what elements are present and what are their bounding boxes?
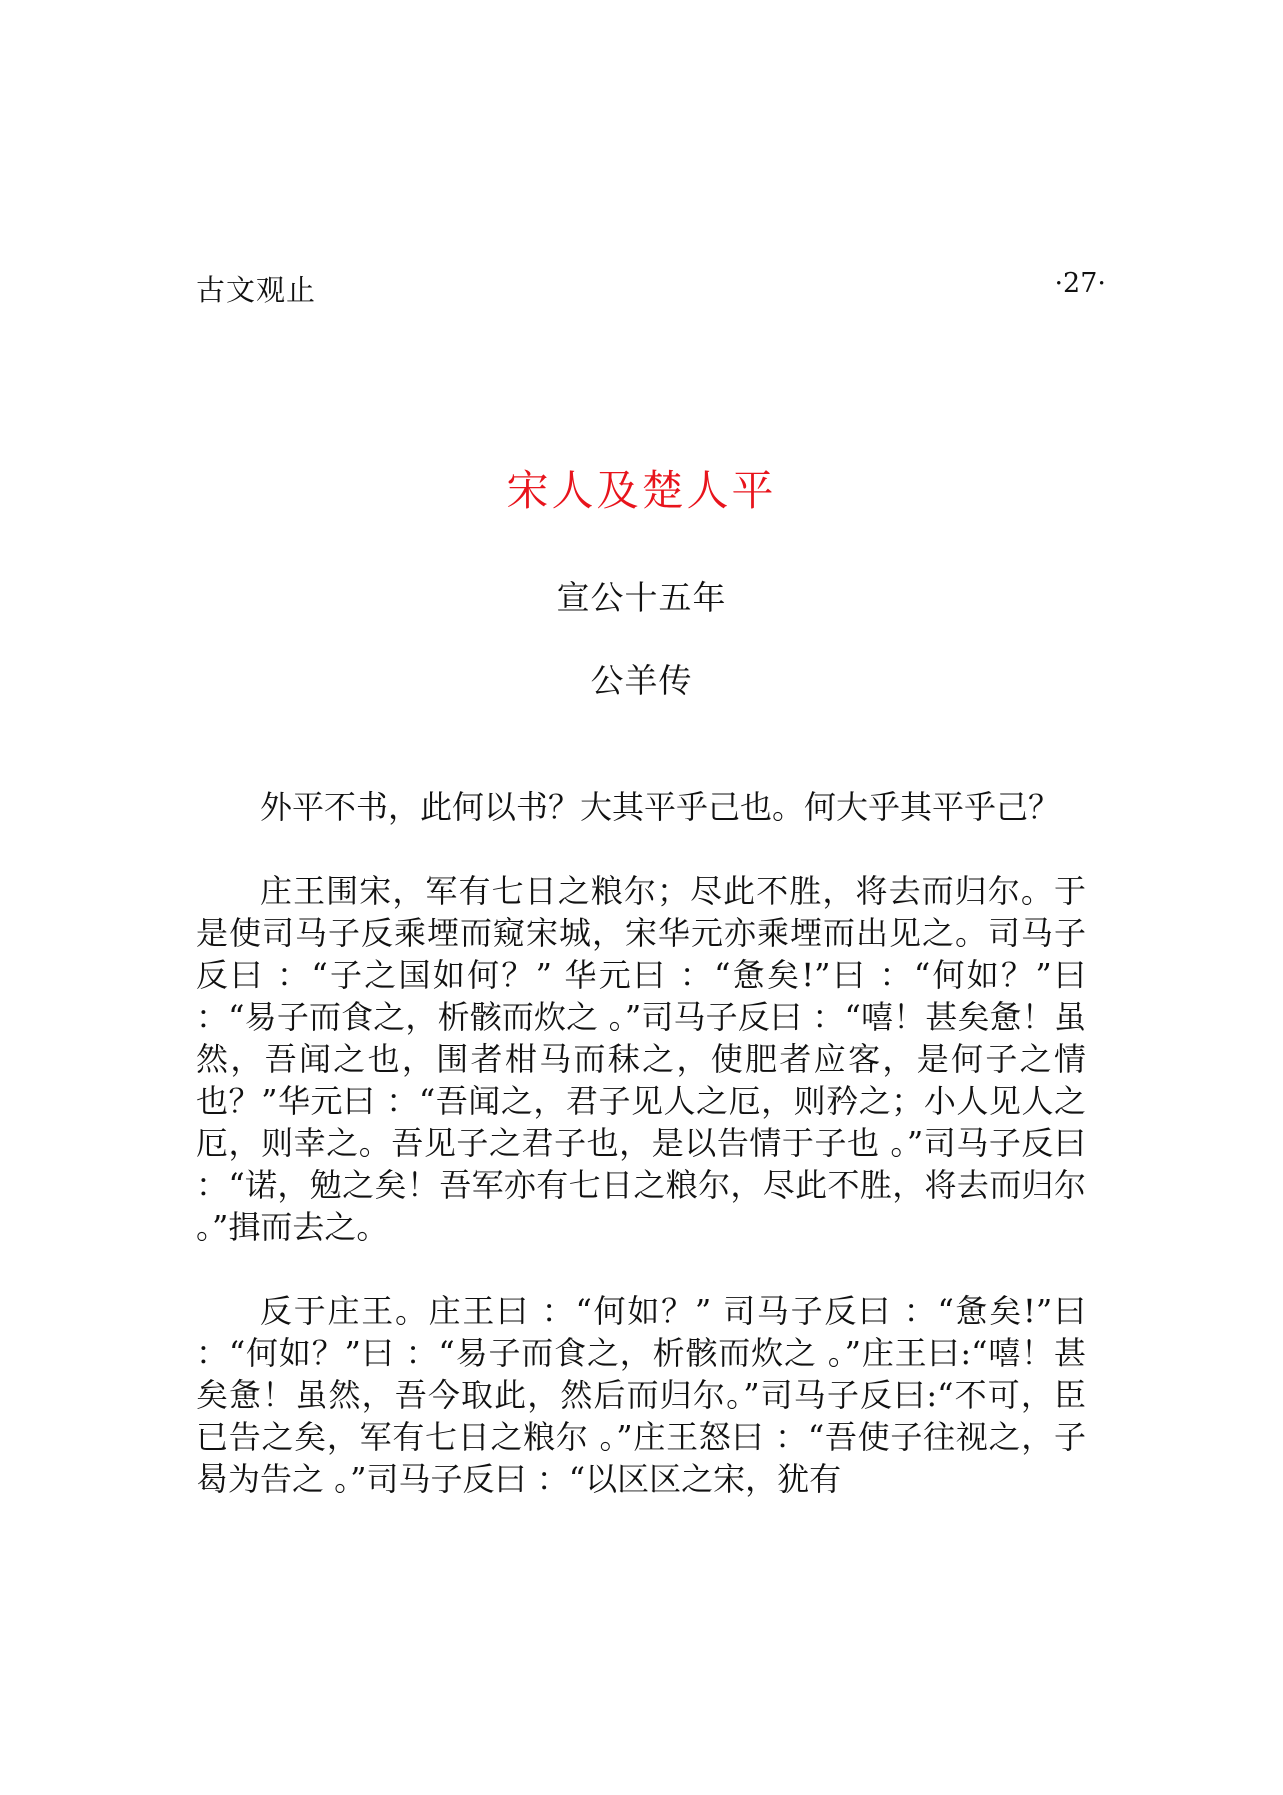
chapter-title: 宋人及楚人平 (506, 466, 777, 515)
book-title: 古文观止 (196, 273, 317, 307)
paragraph-3: 反于庄王。庄王曰 ：“何如？” 司马子反曰 ：“惫矣!”曰 ：“何如？”曰 ：“易子而食之，析骸而炊之 。”庄王曰:“嘻！甚矣惫！虽然，吾今取此，然后而归尔。”司马子反曰:“不可，臣已告之矣，军有七日之粮尔 。”庄王怒曰 ：“吾使子往视之，子曷为告之 。”司马子反曰 ：“以区区之宋，犹有 (196, 1292, 1086, 1498)
body-text (196, 786, 1086, 1542)
paragraph-2: 庄王围宋，军有七日之粮尔；尽此不胜，将去而归尔。于是使司马子反乘堙而窥宋城，宋华元亦乘堙而出见之。司马子反曰 ：“子之国如何？” 华元曰 ：“惫矣!”曰 ：“何如？”曰 ：“易子而食之，析骸而炊之 。”司马子反曰 ：“嘻！甚矣惫！虽然，吾闻之也，围者柑马而秣之，使肥者应客，是何子之情也？”华元曰 ：“吾闻之，君子见人之厄，则矜之；小人见人之厄，则幸之。吾见子之君子也，是以告情于子也 。”司马子反曰 ：“诺，勉之矣！吾军亦有七日之粮尔，尽此不胜，将去而归尔 。”揖而去之。 (196, 872, 1086, 1246)
chapter-source: 公羊传 (590, 661, 693, 700)
chapter-era: 宣公十五年 (556, 578, 727, 617)
page-number: ·27· (1054, 268, 1106, 299)
page-header (196, 268, 1106, 308)
paragraph-1: 外平不书，此何以书？大其平乎己也。何大乎其平乎己？ (260, 788, 1061, 826)
